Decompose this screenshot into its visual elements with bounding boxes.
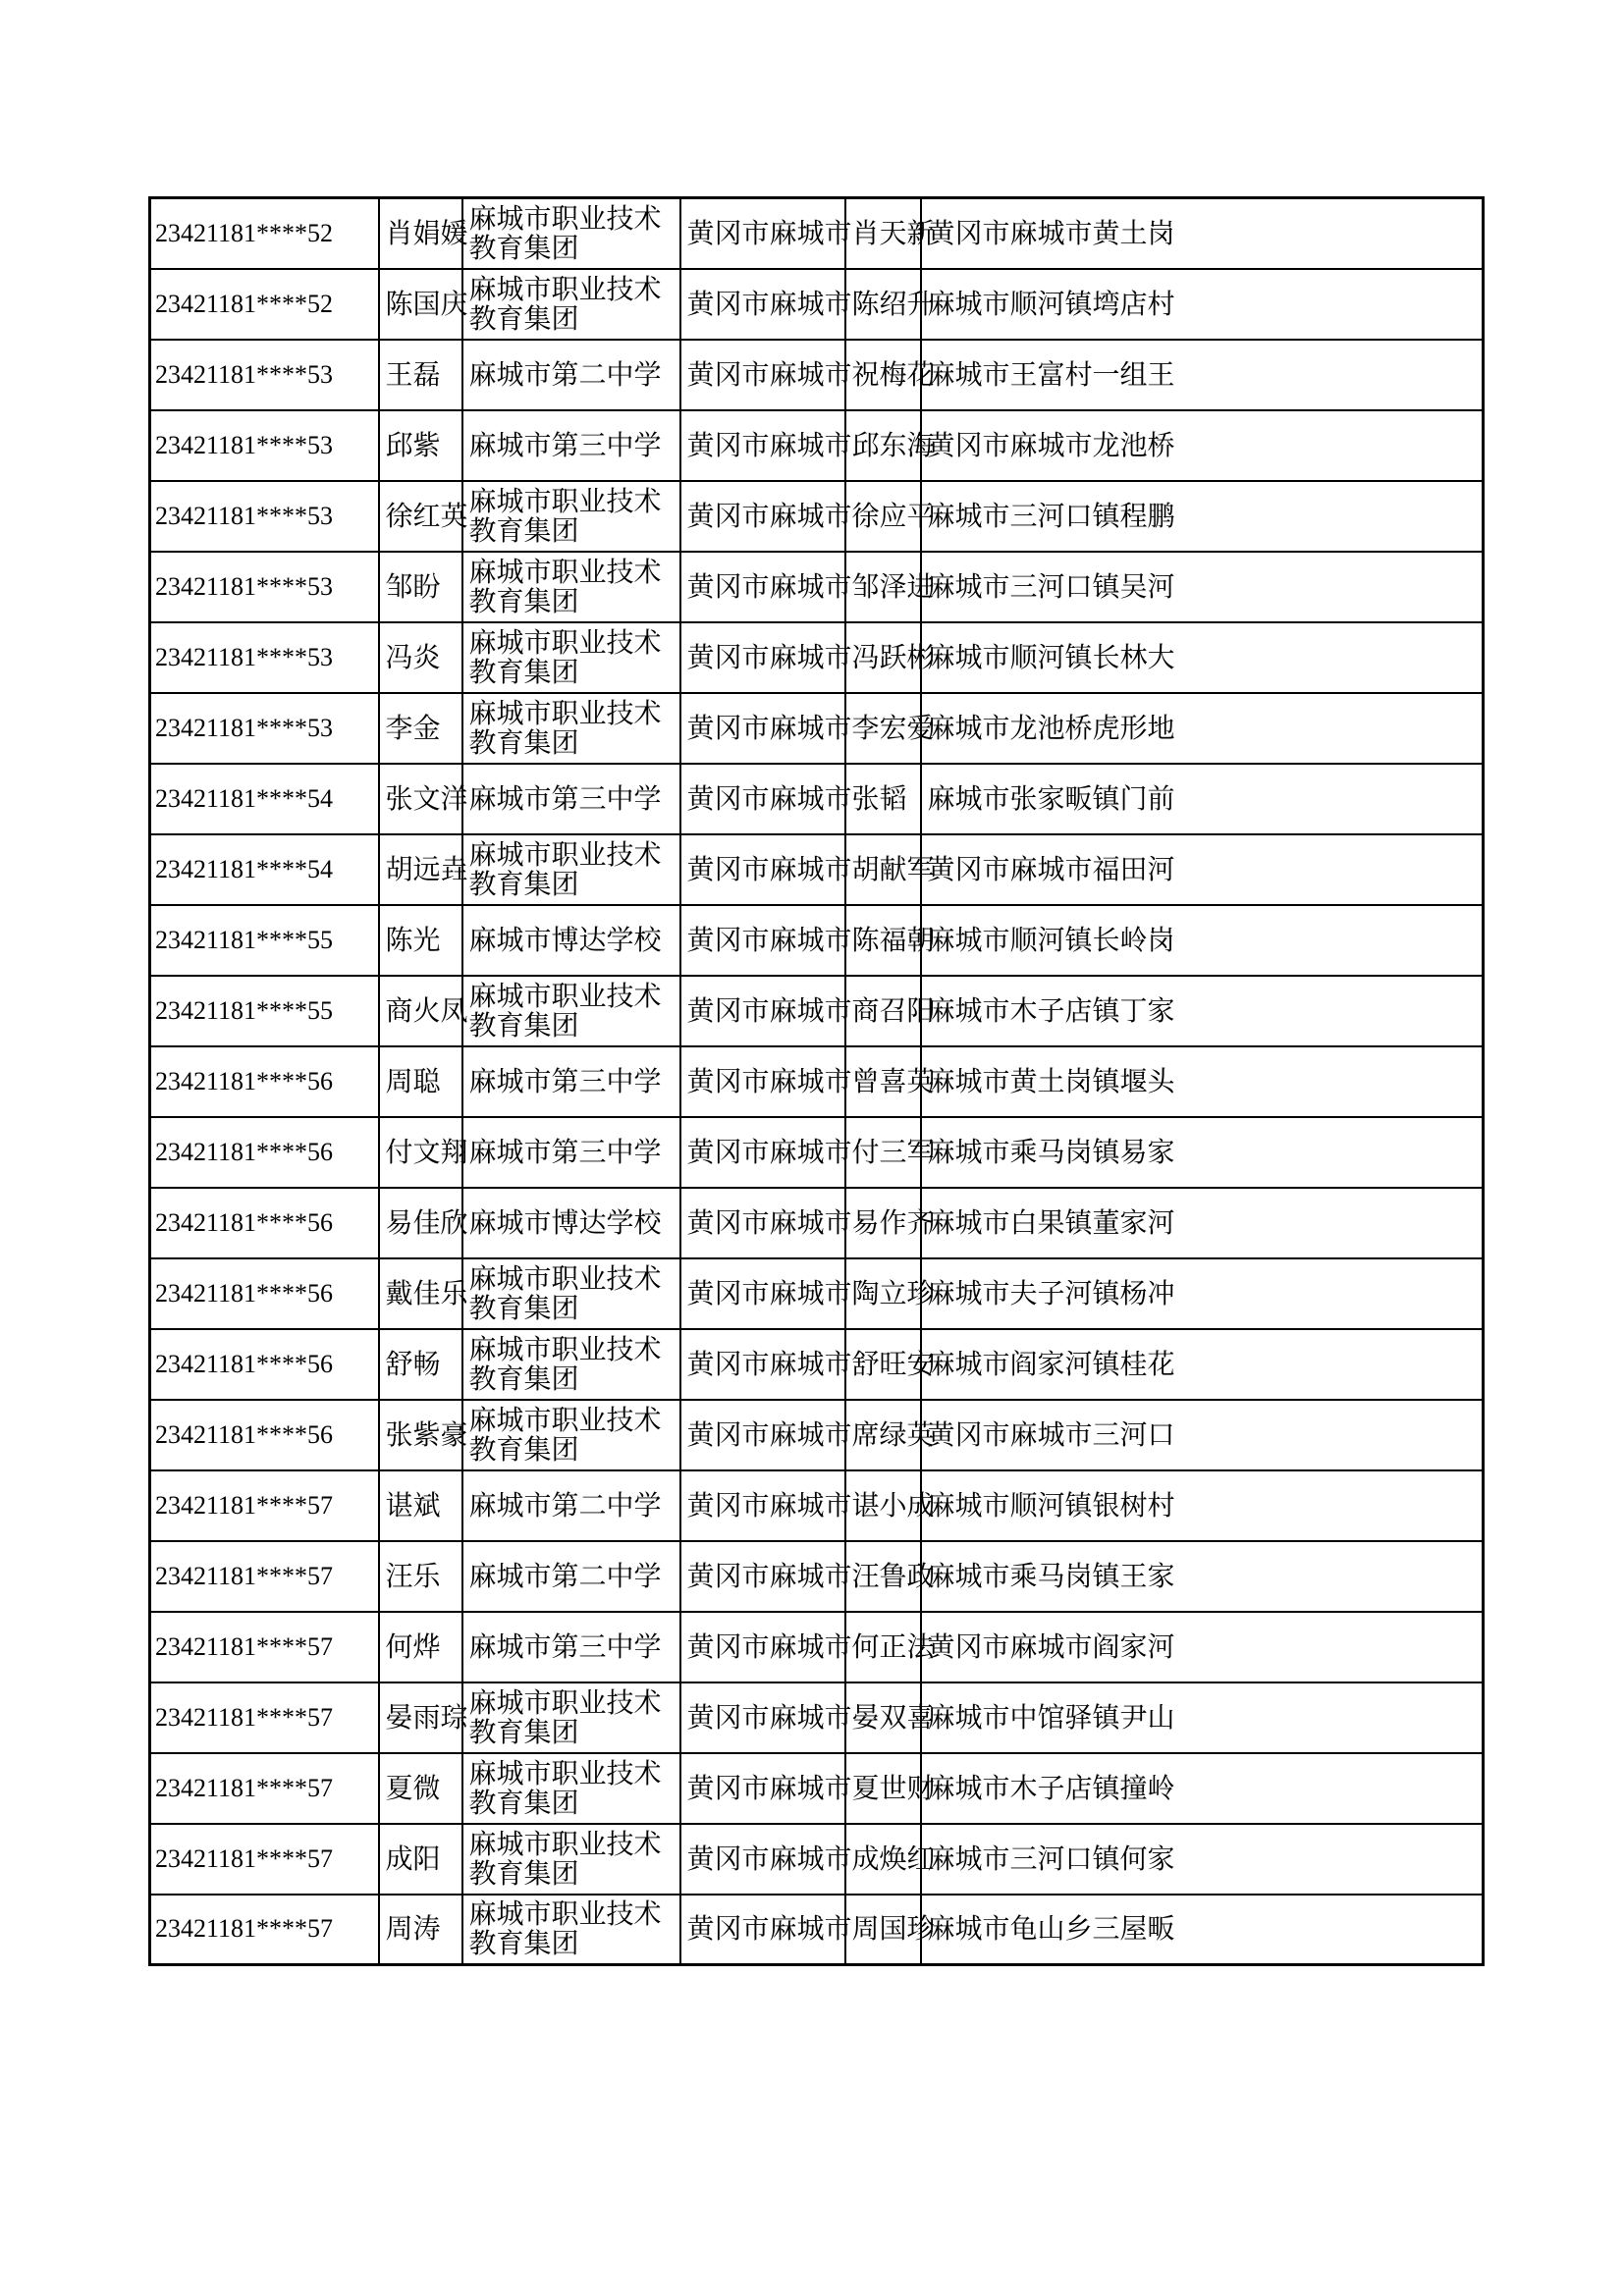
address-cell: 黄冈市麻城市阎家河 (921, 1612, 1484, 1682)
guardian-name-cell: 易作齐 (845, 1188, 921, 1258)
guardian-name-cell: 晏双喜 (845, 1682, 921, 1753)
school-cell: 麻城市职业技术教育集团 (462, 976, 680, 1046)
student-name-cell: 何烨 (379, 1612, 462, 1682)
id-cell: 23421181****54 (150, 834, 379, 905)
region-cell: 黄冈市麻城市 (680, 1824, 845, 1895)
table-row (150, 1895, 1484, 1965)
school-cell: 麻城市职业技术教育集团 (462, 269, 680, 340)
table-row (150, 976, 1484, 1046)
guardian-name-cell: 李宏爱 (845, 693, 921, 764)
address-cell: 黄冈市麻城市龙池桥 (921, 410, 1484, 481)
school-cell: 麻城市职业技术教育集团 (462, 693, 680, 764)
address-cell: 麻城市三河口镇吴河 (921, 552, 1484, 622)
id-cell: 23421181****57 (150, 1612, 379, 1682)
school-cell: 麻城市博达学校 (462, 905, 680, 976)
guardian-name-cell: 张韬 (845, 764, 921, 834)
student-name-cell: 商火凤 (379, 976, 462, 1046)
region-cell: 黄冈市麻城市 (680, 764, 845, 834)
school-cell: 麻城市职业技术教育集团 (462, 1895, 680, 1965)
address-cell: 麻城市木子店镇丁家 (921, 976, 1484, 1046)
address-cell: 麻城市王富村一组王 (921, 340, 1484, 410)
student-name-cell: 汪乐 (379, 1541, 462, 1612)
guardian-name-cell: 夏世财 (845, 1753, 921, 1824)
region-cell: 黄冈市麻城市 (680, 1258, 845, 1329)
address-cell: 麻城市中馆驿镇尹山 (921, 1682, 1484, 1753)
student-name-cell: 张紫豪 (379, 1400, 462, 1470)
region-cell: 黄冈市麻城市 (680, 693, 845, 764)
student-name-cell: 戴佳乐 (379, 1258, 462, 1329)
region-cell: 黄冈市麻城市 (680, 1329, 845, 1400)
address-cell: 麻城市乘马岗镇王家 (921, 1541, 1484, 1612)
id-cell: 23421181****56 (150, 1329, 379, 1400)
id-cell: 23421181****57 (150, 1541, 379, 1612)
region-cell: 黄冈市麻城市 (680, 481, 845, 552)
id-cell: 23421181****53 (150, 693, 379, 764)
region-cell: 黄冈市麻城市 (680, 1612, 845, 1682)
table-row (150, 1612, 1484, 1682)
address-cell: 麻城市木子店镇撞岭 (921, 1753, 1484, 1824)
table-row (150, 1117, 1484, 1188)
guardian-name-cell: 汪鲁政 (845, 1541, 921, 1612)
guardian-name-cell: 曾喜英 (845, 1046, 921, 1117)
student-name-cell: 易佳欣 (379, 1188, 462, 1258)
id-cell: 23421181****56 (150, 1188, 379, 1258)
guardian-name-cell: 席绿英 (845, 1400, 921, 1470)
address-cell: 麻城市顺河镇长林大 (921, 622, 1484, 693)
table-row (150, 1188, 1484, 1258)
student-name-cell: 晏雨琮 (379, 1682, 462, 1753)
guardian-name-cell: 周国珍 (845, 1895, 921, 1965)
student-name-cell: 王磊 (379, 340, 462, 410)
region-cell: 黄冈市麻城市 (680, 1400, 845, 1470)
student-name-cell: 李金 (379, 693, 462, 764)
guardian-name-cell: 何正法 (845, 1612, 921, 1682)
table-row (150, 1470, 1484, 1541)
student-name-cell: 舒畅 (379, 1329, 462, 1400)
student-name-cell: 夏微 (379, 1753, 462, 1824)
region-cell: 黄冈市麻城市 (680, 1541, 845, 1612)
address-cell: 麻城市白果镇董家河 (921, 1188, 1484, 1258)
address-cell: 麻城市顺河镇银树村 (921, 1470, 1484, 1541)
region-cell: 黄冈市麻城市 (680, 1046, 845, 1117)
address-cell: 麻城市顺河镇长岭岗 (921, 905, 1484, 976)
table-row (150, 905, 1484, 976)
region-cell: 黄冈市麻城市 (680, 552, 845, 622)
school-cell: 麻城市职业技术教育集团 (462, 1400, 680, 1470)
region-cell: 黄冈市麻城市 (680, 1470, 845, 1541)
region-cell: 黄冈市麻城市 (680, 269, 845, 340)
id-cell: 23421181****54 (150, 764, 379, 834)
address-cell: 麻城市龟山乡三屋畈 (921, 1895, 1484, 1965)
guardian-name-cell: 邱东海 (845, 410, 921, 481)
guardian-name-cell: 肖天新 (845, 198, 921, 269)
region-cell: 黄冈市麻城市 (680, 1753, 845, 1824)
school-cell: 麻城市第三中学 (462, 1046, 680, 1117)
table-body (150, 198, 1484, 1965)
guardian-name-cell: 徐应平 (845, 481, 921, 552)
guardian-name-cell: 陈绍升 (845, 269, 921, 340)
guardian-name-cell: 陶立珍 (845, 1258, 921, 1329)
id-cell: 23421181****52 (150, 198, 379, 269)
student-name-cell: 邱紫 (379, 410, 462, 481)
table-row (150, 340, 1484, 410)
region-cell: 黄冈市麻城市 (680, 1682, 845, 1753)
table-row (150, 269, 1484, 340)
address-cell: 麻城市阎家河镇桂花 (921, 1329, 1484, 1400)
region-cell: 黄冈市麻城市 (680, 1895, 845, 1965)
student-name-cell: 徐红英 (379, 481, 462, 552)
id-cell: 23421181****56 (150, 1258, 379, 1329)
student-name-cell: 成阳 (379, 1824, 462, 1895)
id-cell: 23421181****53 (150, 340, 379, 410)
address-cell: 黄冈市麻城市三河口 (921, 1400, 1484, 1470)
table-row (150, 410, 1484, 481)
region-cell: 黄冈市麻城市 (680, 834, 845, 905)
region-cell: 黄冈市麻城市 (680, 622, 845, 693)
school-cell: 麻城市第三中学 (462, 1612, 680, 1682)
address-cell: 麻城市黄土岗镇堰头 (921, 1046, 1484, 1117)
school-cell: 麻城市博达学校 (462, 1188, 680, 1258)
address-cell: 黄冈市麻城市黄土岗 (921, 198, 1484, 269)
table-row (150, 1541, 1484, 1612)
table-row (150, 1824, 1484, 1895)
student-name-cell: 肖娟媛 (379, 198, 462, 269)
address-cell: 麻城市夫子河镇杨冲 (921, 1258, 1484, 1329)
table-row (150, 552, 1484, 622)
guardian-name-cell: 胡献军 (845, 834, 921, 905)
student-name-cell: 付文翔 (379, 1117, 462, 1188)
id-cell: 23421181****57 (150, 1753, 379, 1824)
table-row (150, 1258, 1484, 1329)
region-cell: 黄冈市麻城市 (680, 1117, 845, 1188)
student-name-cell: 张文洋 (379, 764, 462, 834)
table-row (150, 198, 1484, 269)
school-cell: 麻城市第二中学 (462, 1470, 680, 1541)
guardian-name-cell: 冯跃彬 (845, 622, 921, 693)
id-cell: 23421181****57 (150, 1470, 379, 1541)
student-name-cell: 谌斌 (379, 1470, 462, 1541)
id-cell: 23421181****55 (150, 976, 379, 1046)
region-cell: 黄冈市麻城市 (680, 976, 845, 1046)
school-cell: 麻城市职业技术教育集团 (462, 481, 680, 552)
table-row (150, 481, 1484, 552)
student-name-cell: 胡远垚 (379, 834, 462, 905)
guardian-name-cell: 商召阳 (845, 976, 921, 1046)
id-cell: 23421181****56 (150, 1400, 379, 1470)
id-cell: 23421181****53 (150, 622, 379, 693)
table-row (150, 1329, 1484, 1400)
table-row (150, 1682, 1484, 1753)
id-cell: 23421181****53 (150, 552, 379, 622)
school-cell: 麻城市职业技术教育集团 (462, 834, 680, 905)
address-cell: 麻城市乘马岗镇易家 (921, 1117, 1484, 1188)
student-name-cell: 周涛 (379, 1895, 462, 1965)
guardian-name-cell: 谌小成 (845, 1470, 921, 1541)
student-name-cell: 冯炎 (379, 622, 462, 693)
table-row (150, 622, 1484, 693)
student-name-cell: 周聪 (379, 1046, 462, 1117)
id-cell: 23421181****53 (150, 481, 379, 552)
school-cell: 麻城市职业技术教育集团 (462, 1753, 680, 1824)
region-cell: 黄冈市麻城市 (680, 1188, 845, 1258)
guardian-name-cell: 成焕红 (845, 1824, 921, 1895)
student-name-cell: 陈国庆 (379, 269, 462, 340)
guardian-name-cell: 付三军 (845, 1117, 921, 1188)
address-cell: 麻城市顺河镇塆店村 (921, 269, 1484, 340)
school-cell: 麻城市职业技术教育集团 (462, 1258, 680, 1329)
table-row (150, 1400, 1484, 1470)
id-cell: 23421181****57 (150, 1895, 379, 1965)
address-cell: 麻城市三河口镇何家 (921, 1824, 1484, 1895)
table-row (150, 1046, 1484, 1117)
id-cell: 23421181****57 (150, 1682, 379, 1753)
guardian-name-cell: 陈福朝 (845, 905, 921, 976)
address-cell: 黄冈市麻城市福田河 (921, 834, 1484, 905)
guardian-name-cell: 舒旺安 (845, 1329, 921, 1400)
school-cell: 麻城市第三中学 (462, 410, 680, 481)
table-row (150, 693, 1484, 764)
guardian-name-cell: 邹泽进 (845, 552, 921, 622)
school-cell: 麻城市第三中学 (462, 764, 680, 834)
table-row (150, 1753, 1484, 1824)
school-cell: 麻城市职业技术教育集团 (462, 1329, 680, 1400)
address-cell: 麻城市三河口镇程鹏 (921, 481, 1484, 552)
id-cell: 23421181****52 (150, 269, 379, 340)
school-cell: 麻城市第二中学 (462, 340, 680, 410)
region-cell: 黄冈市麻城市 (680, 905, 845, 976)
school-cell: 麻城市第三中学 (462, 1117, 680, 1188)
id-cell: 23421181****53 (150, 410, 379, 481)
table-row (150, 764, 1484, 834)
id-cell: 23421181****56 (150, 1117, 379, 1188)
school-cell: 麻城市职业技术教育集团 (462, 1682, 680, 1753)
table-row (150, 834, 1484, 905)
student-name-cell: 邹盼 (379, 552, 462, 622)
school-cell: 麻城市职业技术教育集团 (462, 1824, 680, 1895)
address-cell: 麻城市张家畈镇门前 (921, 764, 1484, 834)
school-cell: 麻城市第二中学 (462, 1541, 680, 1612)
id-cell: 23421181****57 (150, 1824, 379, 1895)
school-cell: 麻城市职业技术教育集团 (462, 198, 680, 269)
id-cell: 23421181****56 (150, 1046, 379, 1117)
records-table (148, 196, 1485, 1966)
guardian-name-cell: 祝梅花 (845, 340, 921, 410)
school-cell: 麻城市职业技术教育集团 (462, 552, 680, 622)
address-cell: 麻城市龙池桥虎形地 (921, 693, 1484, 764)
school-cell: 麻城市职业技术教育集团 (462, 622, 680, 693)
student-name-cell: 陈光 (379, 905, 462, 976)
id-cell: 23421181****55 (150, 905, 379, 976)
region-cell: 黄冈市麻城市 (680, 410, 845, 481)
region-cell: 黄冈市麻城市 (680, 198, 845, 269)
region-cell: 黄冈市麻城市 (680, 340, 845, 410)
